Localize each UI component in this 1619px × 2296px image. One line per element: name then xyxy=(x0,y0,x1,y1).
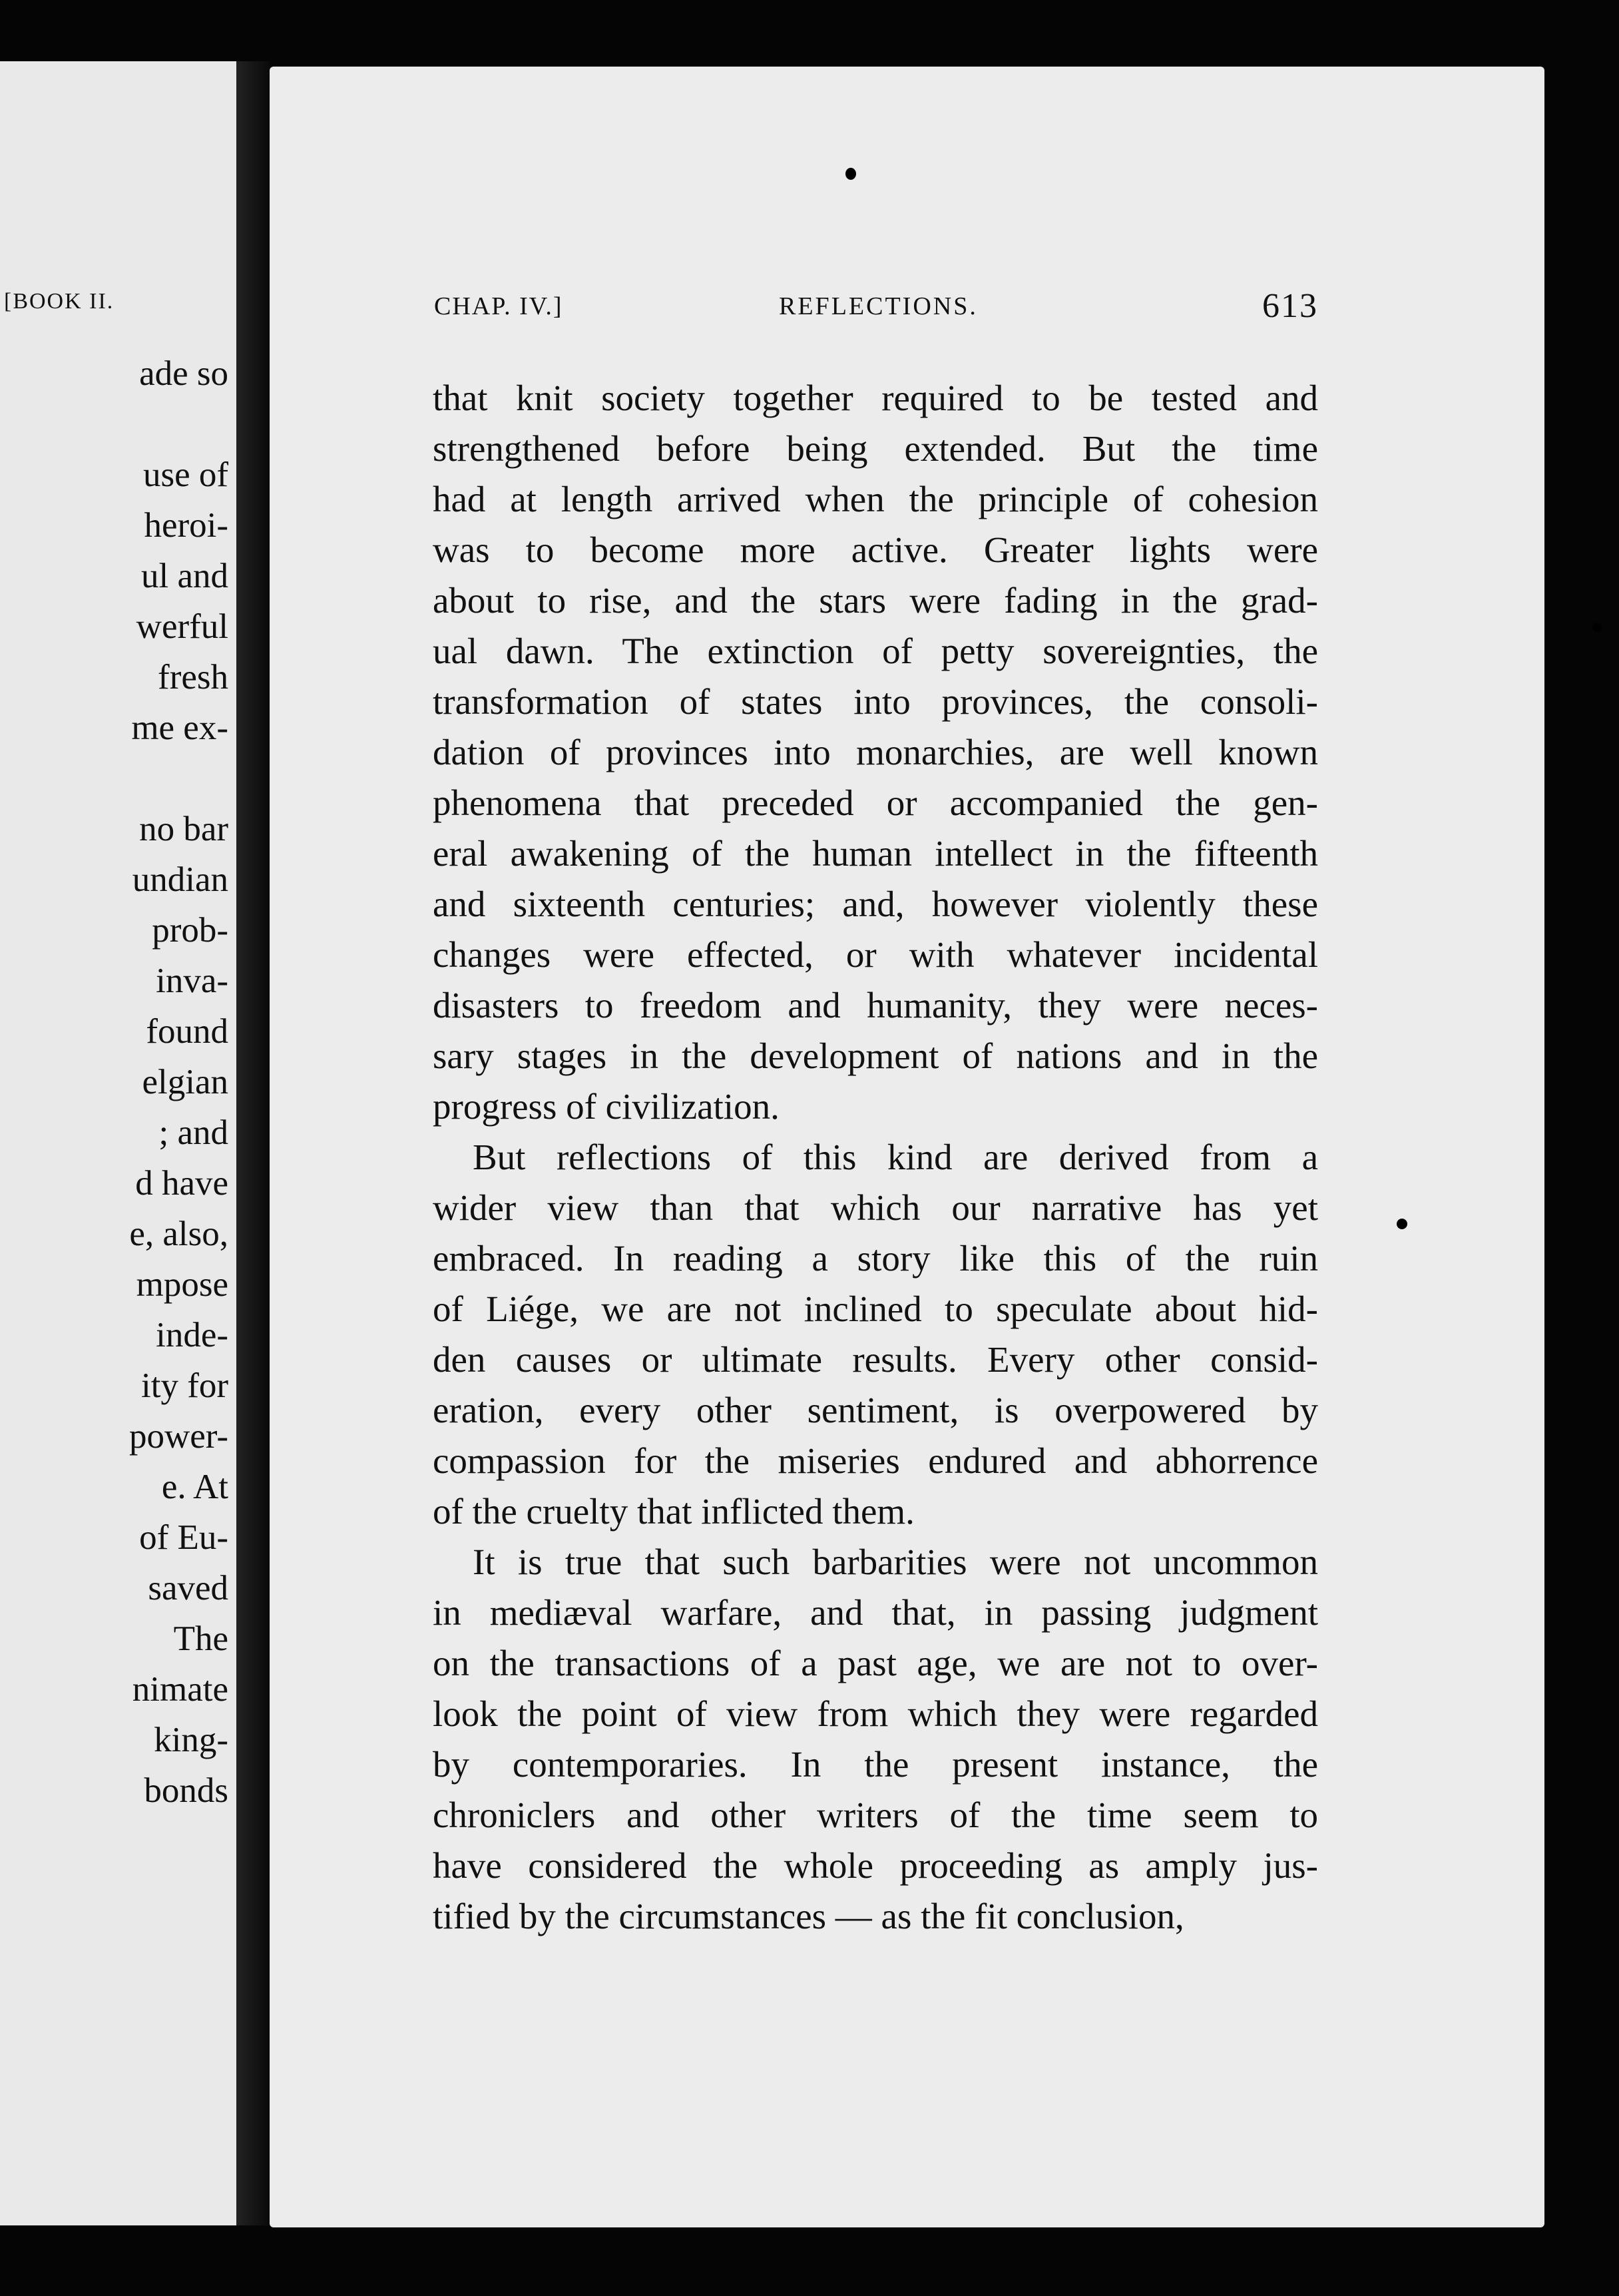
left-line-fragment: power- xyxy=(128,1417,228,1456)
text-line: transformation of states into provinces, the consoli- xyxy=(433,681,1318,722)
page-number: 613 xyxy=(1262,287,1318,325)
text-line: embraced. In reading a story like this of the ruin xyxy=(433,1238,1318,1279)
text-line: disasters to freedom and humanity, they were neces- xyxy=(433,985,1318,1025)
left-line-fragment: of Eu- xyxy=(139,1518,228,1557)
left-line-fragment: found xyxy=(146,1012,228,1051)
scan-speck xyxy=(845,168,856,180)
left-line-fragment: ade so xyxy=(139,354,228,393)
text-line: progress of civilization. xyxy=(433,1086,780,1127)
left-line-fragment: heroi- xyxy=(144,506,228,545)
left-line-fragment: e, also, xyxy=(129,1215,228,1253)
left-line-fragment: fresh xyxy=(158,658,228,697)
chapter-label: CHAP. IV.] xyxy=(434,292,563,320)
text-line: have considered the whole proceeding as amply jus- xyxy=(433,1845,1318,1886)
text-line: was to become more active. Greater lights were xyxy=(433,529,1318,570)
text-line: look the point of view from which they were regarded xyxy=(433,1693,1318,1734)
text-line: changes were effected, or with whatever incidental xyxy=(433,934,1318,975)
text-line: by contemporaries. In the present instance, the xyxy=(433,1744,1318,1785)
text-line: compassion for the miseries endured and abhorrence xyxy=(433,1440,1318,1481)
left-page xyxy=(0,61,236,2225)
text-line: phenomena that preceded or accompanied the gen- xyxy=(433,782,1318,823)
left-line-fragment: king- xyxy=(154,1721,228,1759)
text-line: But reflections of this kind are derived from a xyxy=(473,1137,1318,1177)
left-line-fragment: d have xyxy=(135,1164,228,1203)
body-text xyxy=(433,373,1318,1942)
text-line: tified by the circumstances — as the fit conclusion, xyxy=(433,1896,1184,1936)
left-line-fragment: ; and xyxy=(158,1113,228,1152)
text-line: dation of provinces into monarchies, are well known xyxy=(433,732,1318,772)
text-line: chroniclers and other writers of the time seem to xyxy=(433,1795,1318,1835)
scan-speck xyxy=(1592,623,1602,632)
book-gutter xyxy=(236,61,270,2225)
left-line-fragment: e. At xyxy=(161,1468,228,1506)
left-line-fragment: use of xyxy=(142,455,228,494)
left-line-fragment: saved xyxy=(148,1569,228,1607)
left-running-head: [BOOK II. xyxy=(4,289,115,314)
left-line-fragment: werful xyxy=(136,607,228,646)
left-line-fragment: mpose xyxy=(136,1265,228,1304)
text-line: eration, every other sentiment, is overpowered by xyxy=(433,1390,1318,1430)
text-line: and sixteenth centuries; and, however violently these xyxy=(433,884,1318,924)
left-line-fragment: prob- xyxy=(152,911,228,950)
left-line-fragment: inva- xyxy=(156,962,228,1000)
text-line: had at length arrived when the principle of cohesion xyxy=(433,479,1318,519)
text-line: den causes or ultimate results. Every other consid- xyxy=(433,1339,1318,1380)
text-line: of Liége, we are not inclined to speculate about hid- xyxy=(433,1289,1318,1329)
text-line: on the transactions of a past age, we are not to over- xyxy=(433,1643,1318,1683)
text-line: about to rise, and the stars were fading in the grad- xyxy=(433,580,1318,621)
left-line-fragment: nimate xyxy=(132,1670,228,1709)
text-line: ual dawn. The extinction of petty sovereignties, the xyxy=(433,631,1318,671)
right-page xyxy=(270,67,1544,2227)
text-line: sary stages in the development of nations and in the xyxy=(433,1035,1318,1076)
left-line-fragment: undian xyxy=(132,860,228,899)
left-line-fragment: me ex- xyxy=(131,709,228,747)
text-line: strengthened before being extended. But the time xyxy=(433,428,1318,469)
left-line-fragment: bonds xyxy=(144,1771,228,1810)
text-line: that knit society together required to be tested and xyxy=(433,378,1318,418)
left-line-fragment: inde- xyxy=(156,1316,228,1354)
text-line: wider view than that which our narrative has yet xyxy=(433,1187,1318,1228)
text-line: of the cruelty that inflicted them. xyxy=(433,1491,915,1532)
scan-speck xyxy=(1397,1219,1407,1229)
left-line-fragment: The xyxy=(173,1619,228,1658)
left-line-fragment: elgian xyxy=(142,1063,228,1101)
left-line-fragment: no bar xyxy=(139,810,228,848)
text-line: eral awakening of the human intellect in the fifteenth xyxy=(433,833,1318,874)
running-head xyxy=(433,286,1318,326)
text-line: in mediæval warfare, and that, in passing judgment xyxy=(433,1592,1318,1633)
text-line: It is true that such barbarities were not uncommon xyxy=(473,1542,1318,1582)
left-line-fragment: ul and xyxy=(141,557,228,595)
left-line-fragment: ity for xyxy=(141,1366,228,1405)
section-title: REFLECTIONS. xyxy=(779,292,978,320)
page-content xyxy=(433,286,1318,1942)
